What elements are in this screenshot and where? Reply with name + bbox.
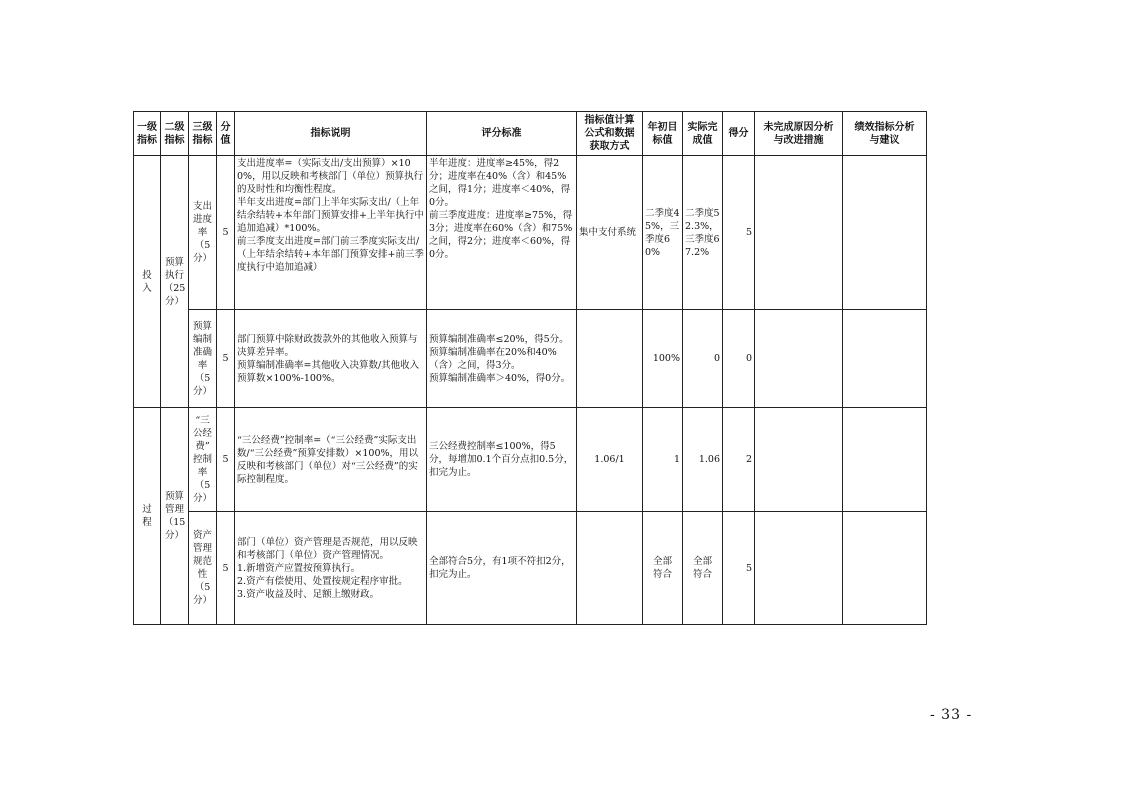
reason-analysis-cell — [755, 512, 843, 625]
criteria-cell: 全部符合5分，有1项不符扣2分，扣完为止。 — [427, 512, 577, 625]
suggestions-cell — [843, 512, 927, 625]
header-description: 指标说明 — [235, 112, 427, 156]
target-cell: 1 — [643, 408, 683, 512]
score-cell: 5 — [723, 512, 755, 625]
header-reason-analysis: 未完成原因分析 与改进措施 — [755, 112, 843, 156]
description-cell: 部门（单位）资产管理是否规范，用以反映和考核部门（单位）资产管理情况。 1.新增资产应置按预算执行。 2.资产有偿使用、处置按规定程序审批。 3.资产收益及时、足额上缴财政。 — [235, 512, 427, 625]
method-cell: 集中支付系统 — [577, 156, 643, 310]
table-row — [134, 310, 927, 408]
actual-cell: 全部 符合 — [683, 512, 723, 625]
page-number: - 33 - — [930, 707, 973, 723]
header-level1: 一级 指标 — [134, 112, 161, 156]
suggestions-cell — [843, 156, 927, 310]
score-value-cell: 5 — [217, 512, 235, 625]
score-value-cell: 5 — [217, 310, 235, 408]
description-cell: 支出进度率=（实际支出/支出预算）×100%，用以反映和考核部门（单位）预算执行的及时性和均衡性程度。 半年支出进度=部门上半年实际支出/（上年结余结转+本年部门预算安排+上半年执行中追加追减）*100%。 前三季度支出进度=部门前三季度实际支出/（上年结余结转+本年部门预算安排+前三季度执行中追加追减） — [235, 156, 427, 310]
score-cell: 2 — [723, 408, 755, 512]
description-cell: “三公经费”控制率=（“三公经费”实际支出数/“三公经费”预算安排数）×100%，用以反映和考核部门（单位）对“三公经费”的实际控制程度。 — [235, 408, 427, 512]
header-score-value: 分 值 — [217, 112, 235, 156]
score-value-cell: 5 — [217, 408, 235, 512]
actual-cell: 1.06 — [683, 408, 723, 512]
level3-cell: 支出 进度 率 （5 分） — [189, 156, 217, 310]
header-level2: 二级 指标 — [161, 112, 189, 156]
target-cell: 100% — [643, 310, 683, 408]
table-row — [134, 156, 927, 310]
level3-cell: “三 公经 费” 控制 率 （5 分） — [189, 408, 217, 512]
reason-analysis-cell — [755, 310, 843, 408]
header-level3: 三级 指标 — [189, 112, 217, 156]
level1-cell: 过 程 — [134, 408, 161, 625]
score-cell: 5 — [723, 156, 755, 310]
description-cell: 部门预算中除财政拨款外的其他收入预算与决算差异率。 预算编制准确率=其他收入决算数/其他收入预算数×100%-100%。 — [235, 310, 427, 408]
target-cell: 全部 符合 — [643, 512, 683, 625]
score-cell: 0 — [723, 310, 755, 408]
header-target: 年初目 标值 — [643, 112, 683, 156]
method-cell — [577, 310, 643, 408]
reason-analysis-cell — [755, 408, 843, 512]
performance-indicator-table — [133, 111, 927, 625]
header-method: 指标值计算 公式和数据 获取方式 — [577, 112, 643, 156]
actual-cell: 二季度52.3%，三季度67.2% — [683, 156, 723, 310]
actual-cell: 0 — [683, 310, 723, 408]
target-cell: 二季度45%，三季度60% — [643, 156, 683, 310]
level2-cell: 预算 执行 （25 分） — [161, 156, 189, 408]
header-suggestions: 绩效指标分析 与建议 — [843, 112, 927, 156]
reason-analysis-cell — [755, 156, 843, 310]
method-cell — [577, 512, 643, 625]
header-criteria: 评分标准 — [427, 112, 577, 156]
criteria-cell: 半年进度：进度率≥45%，得2分；进度率在40%（含）和45%之间，得1分；进度率＜40%，得0分。 前三季度进度：进度率≥75%，得3分；进度率在60%（含）和75%之间，得2分；进度率＜60%，得0分。 — [427, 156, 577, 310]
score-value-cell: 5 — [217, 156, 235, 310]
table-row — [134, 408, 927, 512]
suggestions-cell — [843, 408, 927, 512]
level3-cell: 预算 编制 准确 率 （5 分） — [189, 310, 217, 408]
level2-cell: 预算 管理 （15 分） — [161, 408, 189, 625]
header-actual: 实际完 成值 — [683, 112, 723, 156]
level1-cell: 投 入 — [134, 156, 161, 408]
criteria-cell: 预算编制准确率≤20%，得5分。 预算编制准确率在20%和40%（含）之间，得3分。 预算编制准确率＞40%，得0分。 — [427, 310, 577, 408]
table-row — [134, 512, 927, 625]
criteria-cell: 三公经费控制率≤100%，得5分，每增加0.1个百分点扣0.5分，扣完为止。 — [427, 408, 577, 512]
header-row — [134, 112, 927, 156]
header-score: 得分 — [723, 112, 755, 156]
method-cell: 1.06/1 — [577, 408, 643, 512]
level3-cell: 资产 管理 规范 性 （5 分） — [189, 512, 217, 625]
suggestions-cell — [843, 310, 927, 408]
